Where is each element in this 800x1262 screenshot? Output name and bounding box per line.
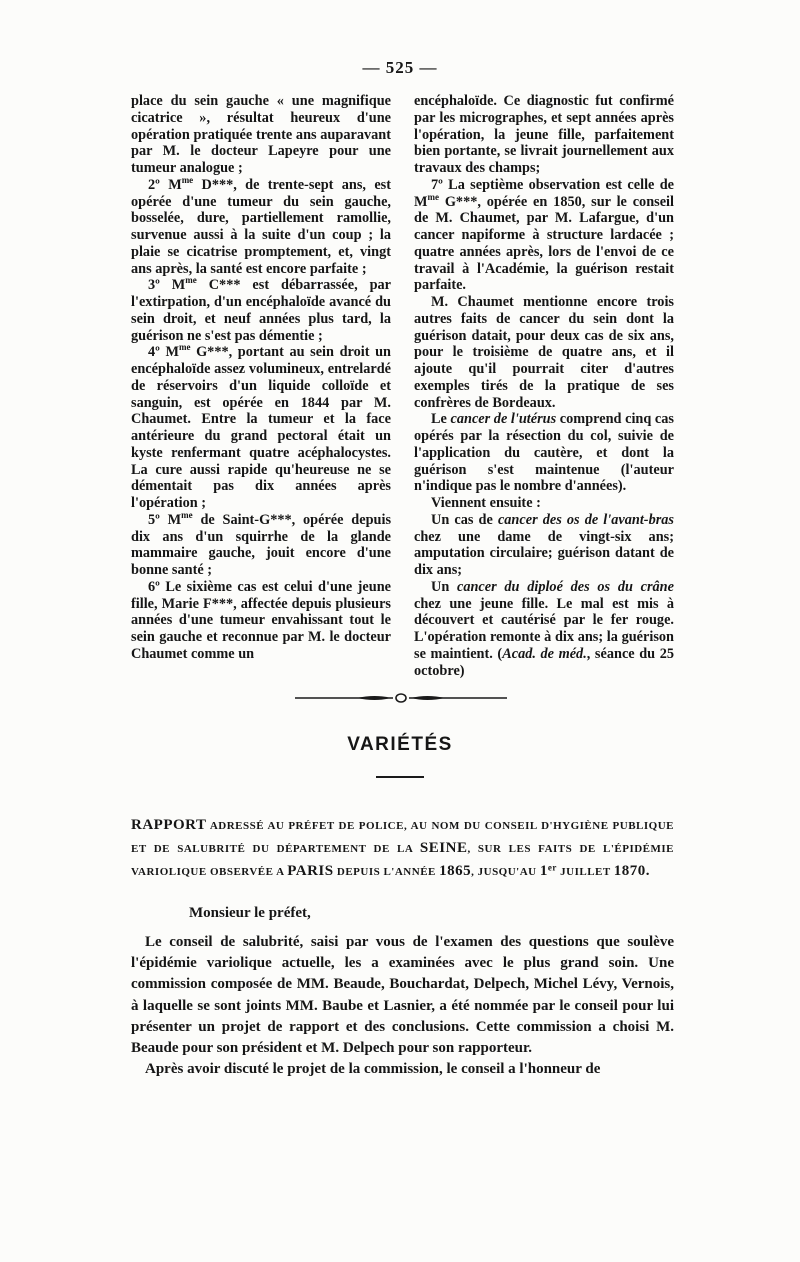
paragraph: encéphaloïde. Ce diagnostic fut confirmé par les micrographes, et sept années après l'opération, la jeune fille, parfaitement bien portante, se livrait journellement aux travaux des champs;	[414, 93, 674, 176]
right-column	[414, 93, 674, 679]
paragraph: 3º $M^{me}$ C*** est débarrassée, par l'extirpation, d'un encéphaloïde avancé du sein droit, et neuf années plus tard, la guérison ne s'est pas démentie ;	[131, 275, 392, 344]
ornament-divider	[295, 690, 507, 706]
page-number: — 525 —	[362, 58, 438, 77]
paragraph: Viennent ensuite :	[431, 495, 541, 511]
paragraph: Un cancer du diploé des os du crâne chez une jeune fille. Le mal est mis à découvert et cautérisé par le fer rouge. L'opération remonte à dix ans; la guérison se maintient. (Acad. de méd., séance du 25 octobre)	[414, 578, 674, 679]
paragraph: 2º $M^{me}$ D***, de trente-sept ans, est opérée d'une tumeur du sein gauche, bosselée, dure, partiellement ramollie, survenue aussi à la suite d'un coup ; la plaie se cicatrise promptement, et, vingt ans après, la santé est encore parfaite ;	[131, 174, 391, 277]
paragraph: place du sein gauche « une magnifique cicatrice », résultat heureux d'une opération pratiquée trente ans auparavant par M. le docteur Lapeyre pour une tumeur analogue ;	[131, 93, 391, 176]
greeting: Monsieur le préfet,	[189, 905, 311, 921]
paragraph: 7º La septième observation est celle de $M^{me}$ G***, opérée en 1850, sur le conseil de M. Chaumet, par M. Lafargue, d'un cancer napiforme à structure lardacée ; quatre années après, lors de l'envoi de ce travail à l'Académie, la guérison restait parfaite.	[414, 176, 674, 294]
report-body	[131, 932, 674, 1080]
paragraph: 6º Le sixième cas est celui d'une jeune fille, Marie F***, affectée depuis plusieurs années d'une tumeur envahissant tout le sein gauche et reconnue par M. le docteur Chaumet comme un	[131, 578, 391, 662]
paragraph: Le cancer de l'utérus comprend cinq cas opérés par la résection du col, suivie de l'application du cautère, et dont la guérison s'est maintenue (l'auteur n'indique pas le nombre d'années).	[414, 411, 674, 495]
left-column	[131, 93, 391, 663]
paragraph: Après avoir discuté le projet de la commission, le conseil a l'honneur de	[145, 1061, 601, 1078]
paragraph: 5º $M^{me}$ de Saint-G***, opérée depuis dix ans d'un squirrhe de la glande mammaire gauche, jouit encore d'une bonne santé ;	[131, 509, 392, 578]
section-heading: VARIÉTÉS	[347, 734, 453, 755]
paragraph: Le conseil de salubrité, saisi par vous de l'examen des questions que soulève l'épidémie variolique actuelle, les a examinées avec le plus grand soin. Une commission composée de MM. Beaude, Bouchardat, Delpech, Michel Lévy, Vernois, à laquelle se sont joints MM. Baube et Lasnier, a été nommée par le conseil pour lui présenter un projet de rapport et des conclusions. Cette commission a choisi M. Beaude pour son président et M. Delpech pour son rapporteur.	[131, 934, 674, 1057]
paragraph: M. Chaumet mentionne encore trois autres faits de cancer du sein dont la guérison datait, pour deux cas de six ans, pour le troisième de quatre ans, et il ajoute qu'il pourrait citer d'autres exemples tirés de la pratique de ses confrères de Bordeaux.	[414, 294, 674, 411]
paragraph: 4º $M^{me}$ G***, portant au sein droit un encéphaloïde assez volumineux, entrelardé de réservoirs d'un liquide colloïde et sanguin, est opérée en 1844 par M. Chaumet. Entre la tumeur et la face antérieure du grand pectoral était un kyste renfermant quatre acéphalocystes. La cure aussi rapide qu'heureuse ne se démentait pas dix années après l'opération ;	[131, 342, 391, 511]
report-title: RAPPORT ADRESSÉ AU PRÉFET DE POLICE, AU NOM DU CONSEIL D'HYGIÈNE PUBLIQUE ET DE SALUBRITÉ DU DÉPARTEMENT DE LA SEINE, SUR LES FAITS DE L'ÉPIDÉMIE VARIOLIQUE OBSERVÉE A PARIS DEPUIS L'ANNÉE 1865, JUSQU'AU 1er JUILLET 1870.	[131, 817, 674, 879]
divider	[376, 776, 424, 778]
paragraph: Un cas de cancer des os de l'avant-bras chez une dame de vingt-six ans; amputation circulaire; guérison datant de dix ans;	[414, 511, 674, 578]
